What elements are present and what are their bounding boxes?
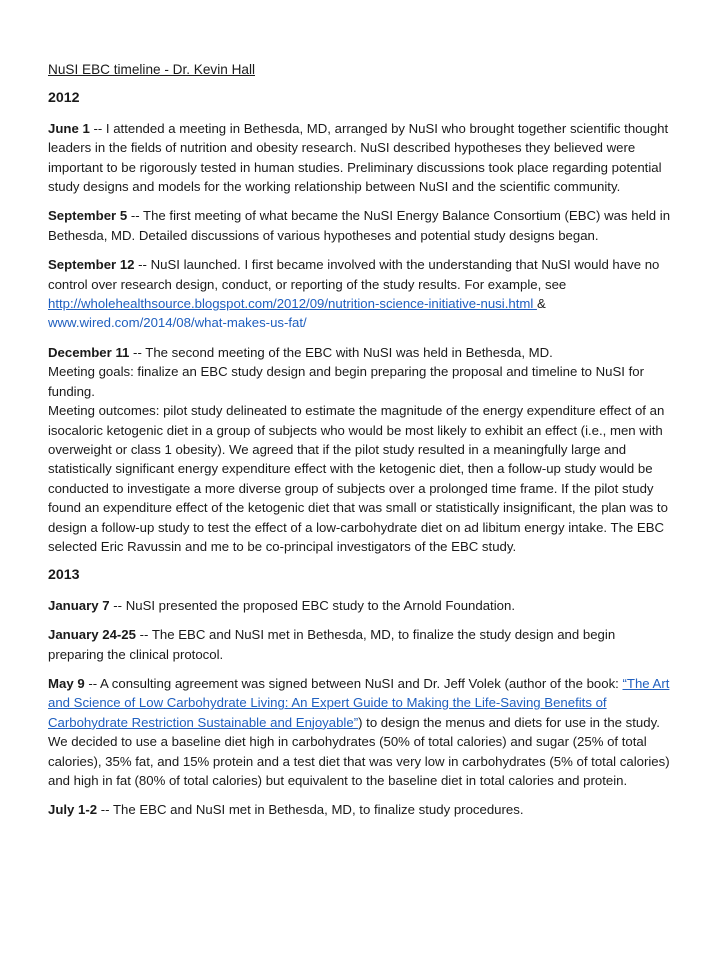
entry-date: July 1-2: [48, 802, 98, 818]
entry-text: -- I attended a meeting in Bethesda, MD, arranged by NuSI who brought together scientific thought leaders in the fields of nutrition and obesity research. NuSI described hypotheses they believed were important to be rigorously tested in human studies. Preliminary discussions took place regarding potential study designs and models for the working relationship between NuSI and the scientific community.: [48, 120, 669, 195]
timeline-entry-january-7: [48, 596, 674, 615]
book-title-link[interactable]: “The Art and Science of Low Carbohydrate Living: An Expert Guide to Making the Life-Saving Benefits of Carbohydrate Restriction Sustainable and Enjoyable”: [48, 675, 670, 730]
entry-text-continued: ) to design the menus and diets for use in the study. We decided to use a baseline diet high in carbohydrates (50% of total calories) and sugar (25% of total calories), 35% fat, and 15% protein and a test diet that was very low in carbohydrates (5% of total calories) and high in fat (80% of total calories) but equivalent to the baseline diet in total calories and protein.: [48, 714, 670, 788]
blogspot-link[interactable]: http://wholehealthsource.blogspot.com/2012/09/nutrition-science-initiative-nusi.html: [48, 296, 537, 312]
entry-text: -- The first meeting of what became the NuSI Energy Balance Consortium (EBC) was held in Bethesda, MD. Detailed discussions of various hypotheses and potential study designs began.: [48, 208, 671, 243]
entry-date: May 9: [48, 675, 85, 691]
entry-text: -- The second meeting of the EBC with NuSI was held in Bethesda, MD.: [129, 344, 553, 360]
year-heading-2012: 2012: [48, 90, 80, 107]
entry-date: September 12: [48, 257, 135, 273]
document-title: NuSI EBC timeline - Dr. Kevin Hall: [48, 62, 255, 77]
document-body: [48, 60, 674, 830]
timeline-entry-july-1-2: [48, 800, 674, 819]
entry-date: January 7: [48, 597, 110, 613]
timeline-entry-december-11: [48, 343, 674, 556]
entry-date: September 5: [48, 208, 128, 224]
timeline-entry-may-9: [48, 674, 674, 790]
entry-text: -- The EBC and NuSI met in Bethesda, MD, to finalize study procedures.: [97, 802, 524, 818]
entry-date: June 1: [48, 120, 90, 136]
timeline-entry-june-1: [48, 119, 674, 197]
entry-date: December 11: [48, 344, 130, 360]
timeline-entry-september-12: [48, 255, 674, 333]
entry-text: -- NuSI presented the proposed EBC study to the Arnold Foundation.: [109, 597, 515, 613]
year-heading-2013: 2013: [48, 567, 80, 584]
entry-date: January 24-25: [48, 627, 136, 643]
meeting-goals: Meeting goals: finalize an EBC study design and begin preparing the proposal and timeline to NuSI for funding.: [48, 364, 645, 399]
timeline-entry-january-24-25: [48, 625, 674, 664]
meeting-outcomes: Meeting outcomes: pilot study delineated to estimate the magnitude of the energy expenditure effect of an isocaloric ketogenic diet in a group of subjects who would be most likely to exhibit an effect (i.e., men with overweight or class 1 obesity). We agreed that if the pilot study resulted in a meaningfully large and statistically significant energy expenditure effect with the ketogenic diet, then a follow-up study would be conducted to investigate a more diverse group of subjects over a prolonged time frame. If the pilot study found an expenditure effect of the ketogenic diet that was small or statistically insignificant, the plan was to design a follow-up study to test the effect of a low-carbohydrate diet on ad libitum energy intake. The EBC selected Eric Ravussin and me to be co-principal investigators of the EBC study.: [48, 403, 668, 554]
timeline-entry-september-5: [48, 206, 674, 245]
link-separator: &: [536, 296, 546, 312]
entry-text: -- A consulting agreement was signed between NuSI and Dr. Jeff Volek (author of the book:: [84, 675, 623, 691]
wired-link[interactable]: www.wired.com/2014/08/what-makes-us-fat/: [48, 315, 307, 331]
entry-text: -- The EBC and NuSI met in Bethesda, MD, to finalize the study design and begin preparing the clinical protocol.: [48, 627, 616, 662]
entry-text: -- NuSI launched. I first became involved with the understanding that NuSI would have no control over research design, conduct, or reporting of the study results. For example, see: [48, 257, 660, 292]
